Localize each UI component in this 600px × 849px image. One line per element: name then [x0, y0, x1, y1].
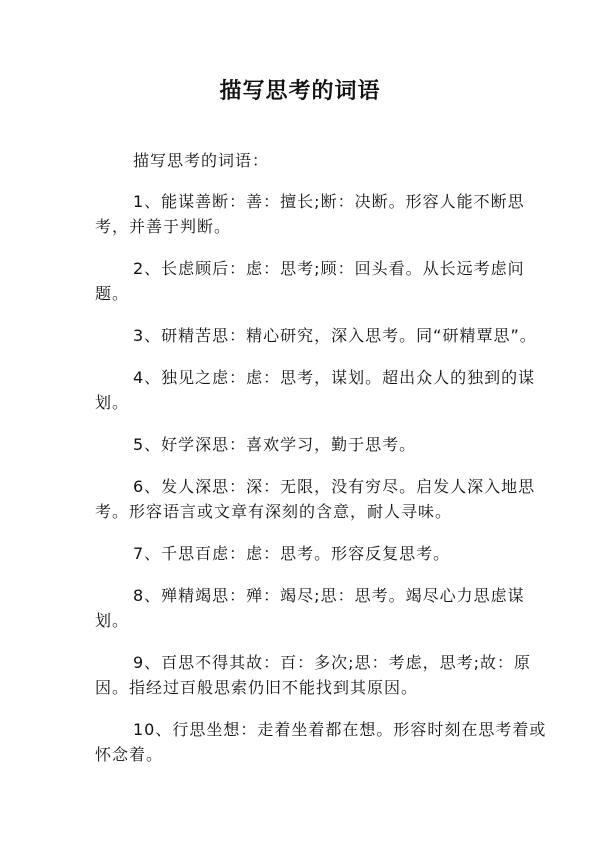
entry-paragraph-7: 7、千思百虑：虑：思考。形容反复思考。	[133, 544, 451, 563]
entry-paragraph-9: 9、百思不得其故：百：多次;思：考虑，思考;故：原因。指经过百般思索仍旧不能找到其原因。	[95, 653, 531, 697]
entry-paragraph-10: 10、行思坐想：走着坐着都在想。形容时刻在思考着或怀念着。	[95, 720, 547, 764]
document-title: 描写思考的词语	[219, 79, 381, 104]
intro-paragraph: 描写思考的词语：	[133, 151, 270, 170]
entry-paragraph-3: 3、研精苦思：精心研究，深入思考。同“研精覃思”。	[133, 326, 537, 345]
entry-paragraph-2: 2、长虑顾后：虑：思考;顾：回头看。从长远考虑问题。	[95, 259, 525, 303]
entry-paragraph-6: 6、发人深思：深：无限，没有穷尽。启发人深入地思考。形容语言或文章有深刻的含意，耐人寻味。	[95, 477, 536, 521]
document-body	[95, 148, 547, 784]
entry-paragraph-1: 1、能谋善断：善：擅长;断：决断。形容人能不断思考，并善于判断。	[95, 192, 525, 236]
entry-paragraph-5: 5、好学深思：喜欢学习，勤于思考。	[133, 435, 417, 454]
entry-paragraph-4: 4、独见之虑：虑：思考，谋划。超出众人的独到的谋划。	[95, 368, 536, 412]
entry-paragraph-8: 8、殚精竭思：殚：竭尽;思：思考。竭尽心力思虑谋划。	[95, 586, 525, 630]
